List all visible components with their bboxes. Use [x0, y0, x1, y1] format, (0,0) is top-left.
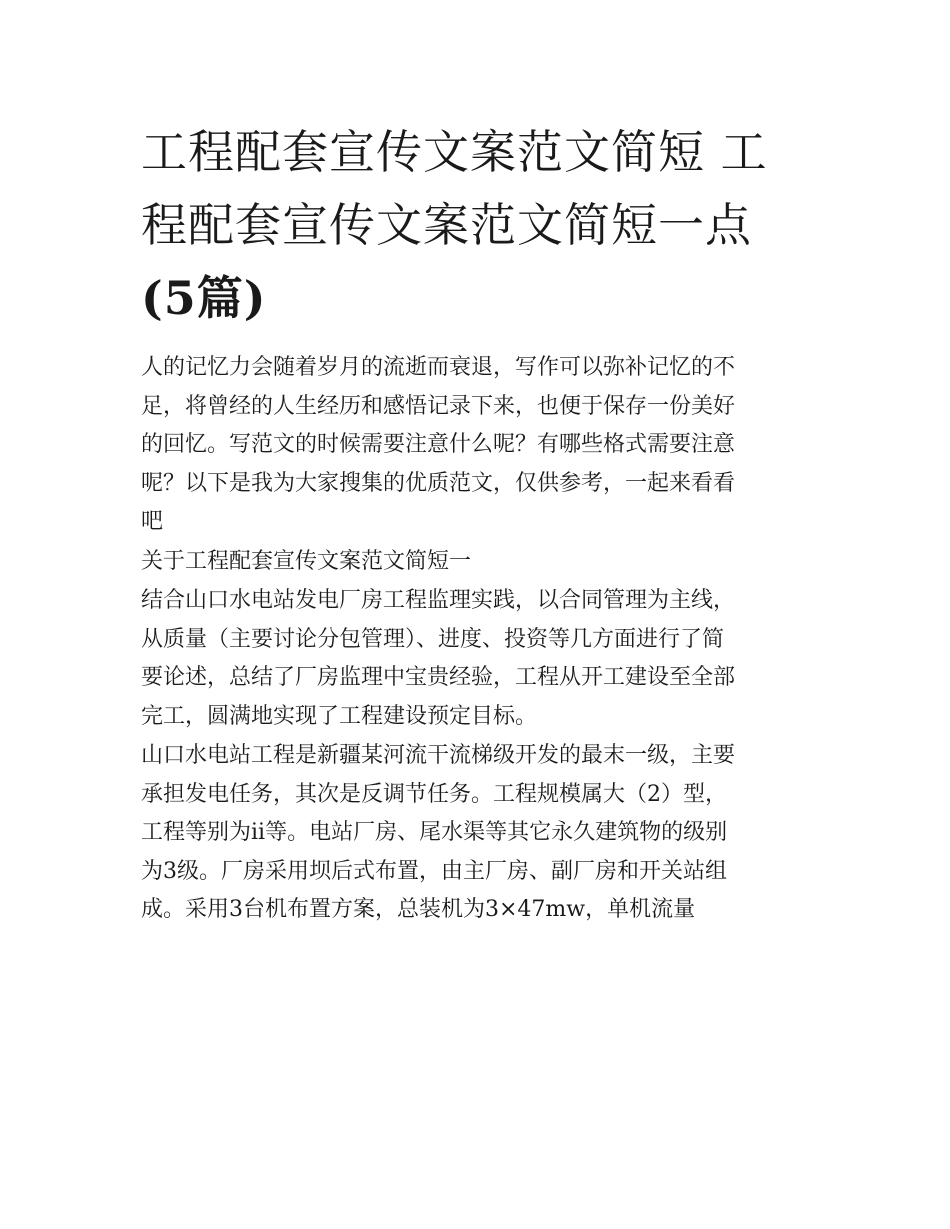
title-count: (5篇) [141, 271, 267, 325]
document-content [141, 116, 813, 931]
text-line: 足，将曾经的人生经历和感悟记录下来，也便于保存一份美好 [141, 393, 736, 419]
text-line: 完工，圆满地实现了工程建设预定目标。 [141, 703, 538, 729]
text-line: 工程等别为ii等。电站厂房、尾水渠等其它永久建筑物的级别 [141, 820, 728, 845]
text-line: 为3级。厂房采用坝后式布置，由主厂房、副厂房和开关站组 [141, 858, 727, 884]
text-line: 要论述，总结了厂房监理中宝贵经验，工程从开工建设至全部 [141, 665, 736, 690]
body-paragraph-1 [141, 582, 813, 737]
section-heading: 关于工程配套宣传文案范文简短一 [141, 548, 472, 574]
text-line: 成。采用3台机布置方案，总装机为3×47mw，单机流量 [141, 897, 696, 922]
text-line: 承担发电任务，其次是反调节任务。工程规模属大（2）型， [141, 781, 727, 807]
text-line: 人的记忆力会随着岁月的流逝而衰退，写作可以弥补记忆的不 [141, 355, 736, 380]
title-main: 工程配套宣传文案范文简短 工程配套宣传文案范文简短一点 [141, 125, 768, 252]
text-line: 从质量（主要讨论分包管理）、进度、投资等几方面进行了简 [141, 626, 725, 652]
intro-paragraph [141, 349, 813, 543]
text-line: 的回忆。写范文的时候需要注意什么呢？有哪些格式需要注意 [141, 432, 736, 457]
section-heading-block [141, 543, 813, 583]
body-paragraph-2 [141, 737, 813, 931]
text-line: 山口水电站工程是新疆某河流干流梯级开发的最末一级，主要 [141, 743, 736, 768]
text-line: 吧 [141, 509, 164, 534]
text-line: 结合山口水电站发电厂房工程监理实践，以合同管理为主线， [141, 588, 736, 613]
document-title [141, 116, 813, 335]
text-line: 呢？以下是我为大家搜集的优质范文，仅供参考，一起来看看 [141, 470, 736, 496]
